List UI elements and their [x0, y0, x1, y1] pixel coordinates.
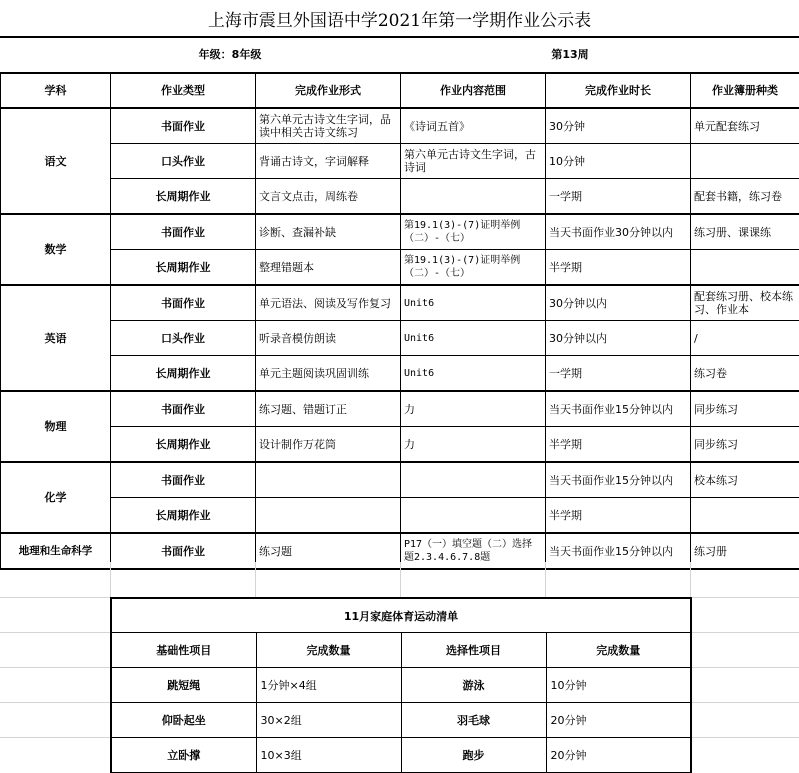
row-type: 长周期作业: [111, 356, 256, 392]
pe-row: [111, 703, 691, 738]
header-book: 作业簿册种类: [691, 73, 799, 108]
pe-row: [111, 738, 691, 773]
header-type: 作业类型: [111, 73, 256, 108]
row-scope: Unit6: [401, 356, 546, 392]
subject-chemistry: 化学: [1, 462, 111, 533]
grid-line: [255, 562, 256, 597]
row-scope: 第19.1(3)-(7)证明举例（二）-（七）: [401, 214, 546, 250]
pe-title: 11月家庭体育运动清单: [111, 598, 691, 633]
row-scope: 第六单元古诗文生字词，古诗词: [401, 144, 546, 179]
row-type: 长周期作业: [111, 427, 256, 463]
row-duration: 当天书面作业15分钟以内: [546, 462, 691, 498]
subject-english: 英语: [1, 285, 111, 391]
row-form: [256, 498, 401, 534]
row-book: 练习册: [691, 533, 799, 569]
grid-line: [110, 562, 111, 597]
header-form: 完成作业形式: [256, 73, 401, 108]
pe-optional-item: 游泳: [401, 668, 546, 703]
page-title: 上海市震旦外国语中学2021年第一学期作业公示表: [0, 0, 799, 38]
row-type: 书面作业: [111, 533, 256, 569]
table-row: [1, 285, 799, 321]
row-form: 练习题: [256, 533, 401, 569]
row-duration: 一学期: [546, 179, 691, 215]
grid-line: [0, 702, 110, 703]
grid-line: [690, 632, 799, 633]
row-scope: Unit6: [401, 285, 546, 321]
row-scope: [401, 179, 546, 215]
row-scope: 《诗词五首》: [401, 108, 546, 144]
row-type: 长周期作业: [111, 250, 256, 286]
row-duration: 当天书面作业15分钟以内: [546, 391, 691, 427]
row-duration: 当天书面作业15分钟以内: [546, 533, 691, 569]
row-duration: 一学期: [546, 356, 691, 392]
row-duration: 10分钟: [546, 144, 691, 179]
grid-line: [545, 562, 546, 597]
pe-basic-item: 立卧撑: [111, 738, 256, 773]
row-form: 第六单元古诗文生字词，品读中相关古诗文练习: [256, 108, 401, 144]
row-duration: 30分钟: [546, 108, 691, 144]
row-form: [256, 462, 401, 498]
row-duration: 30分钟以内: [546, 285, 691, 321]
row-form: 单元语法、阅读及写作复习: [256, 285, 401, 321]
header-subject: 学科: [1, 73, 111, 108]
row-form: 背诵古诗文，字词解释: [256, 144, 401, 179]
pe-header-basic-qty: 完成数量: [256, 633, 401, 668]
pe-header-optional-qty: 完成数量: [546, 633, 691, 668]
row-book: [691, 250, 799, 286]
table-row: [1, 356, 799, 392]
table-row: [1, 108, 799, 144]
row-book: /: [691, 321, 799, 356]
subject-geo-life-science: 地理和生命科学: [1, 533, 111, 569]
row-book: 同步练习: [691, 427, 799, 463]
grade-label: 年级：8年级: [198, 48, 262, 61]
row-scope: [401, 498, 546, 534]
row-type: 书面作业: [111, 214, 256, 250]
header-duration: 完成作业时长: [546, 73, 691, 108]
row-type: 书面作业: [111, 285, 256, 321]
row-duration: 半学期: [546, 427, 691, 463]
homework-table: [0, 72, 799, 570]
row-book: 校本练习: [691, 462, 799, 498]
table-row: [1, 144, 799, 179]
subject-physics: 物理: [1, 391, 111, 462]
pe-basic-item: 跳短绳: [111, 668, 256, 703]
table-row: [1, 214, 799, 250]
row-duration: 当天书面作业30分钟以内: [546, 214, 691, 250]
grid-line: [690, 737, 799, 738]
row-duration: 30分钟以内: [546, 321, 691, 356]
row-type: 口头作业: [111, 321, 256, 356]
grid-line: [0, 632, 110, 633]
week-label: 第13周: [551, 48, 589, 61]
table-row: [1, 179, 799, 215]
row-form: 听录音模仿朗读: [256, 321, 401, 356]
row-book: [691, 498, 799, 534]
row-type: 长周期作业: [111, 179, 256, 215]
row-type: 书面作业: [111, 391, 256, 427]
row-scope: [401, 462, 546, 498]
pe-basic-qty: 1分钟×4组: [256, 668, 401, 703]
row-duration: 半学期: [546, 250, 691, 286]
table-row: [1, 462, 799, 498]
row-duration: 半学期: [546, 498, 691, 534]
row-scope: Unit6: [401, 321, 546, 356]
table-row: [1, 391, 799, 427]
row-type: 书面作业: [111, 462, 256, 498]
row-scope: P17（一）填空题（二）选择题2.3.4.6.7.8题: [401, 533, 546, 569]
table-row: [1, 250, 799, 286]
pe-checklist-table: [110, 597, 692, 773]
pe-optional-qty: 10分钟: [546, 668, 691, 703]
row-form: 练习题、错题订正: [256, 391, 401, 427]
pe-optional-qty: 20分钟: [546, 738, 691, 773]
table-row: [1, 427, 799, 463]
grid-line: [0, 737, 110, 738]
table-row: [1, 321, 799, 356]
pe-title-row: [111, 598, 691, 633]
pe-header-optional: 选择性项目: [401, 633, 546, 668]
pe-header-row: [111, 633, 691, 668]
row-form: 文言文点击，周练卷: [256, 179, 401, 215]
row-form: 诊断、查漏补缺: [256, 214, 401, 250]
pe-basic-qty: 30×2组: [256, 703, 401, 738]
row-book: 同步练习: [691, 391, 799, 427]
pe-optional-item: 羽毛球: [401, 703, 546, 738]
grid-line: [690, 667, 799, 668]
row-book: 练习册、课课练: [691, 214, 799, 250]
row-scope: 第19.1(3)-(7)证明举例（二）-（七）: [401, 250, 546, 286]
pe-row: [111, 668, 691, 703]
row-book: 配套练习册、校本练习、作业本: [691, 285, 799, 321]
pe-basic-qty: 10×3组: [256, 738, 401, 773]
row-book: 单元配套练习: [691, 108, 799, 144]
row-form: 设计制作万花筒: [256, 427, 401, 463]
row-book: 配套书籍，练习卷: [691, 179, 799, 215]
row-type: 长周期作业: [111, 498, 256, 534]
row-form: 单元主题阅读巩固训练: [256, 356, 401, 392]
grid-line: [400, 562, 401, 597]
table-header-row: [1, 73, 799, 108]
pe-header-basic: 基础性项目: [111, 633, 256, 668]
row-type: 书面作业: [111, 108, 256, 144]
pe-optional-item: 跑步: [401, 738, 546, 773]
subject-math: 数学: [1, 214, 111, 285]
row-book: [691, 144, 799, 179]
header-scope: 作业内容范围: [401, 73, 546, 108]
row-scope: 力: [401, 427, 546, 463]
row-form: 整理错题本: [256, 250, 401, 286]
subject-chinese: 语文: [1, 108, 111, 214]
row-type: 口头作业: [111, 144, 256, 179]
grid-line: [690, 702, 799, 703]
table-row: [1, 498, 799, 534]
grid-line: [0, 667, 110, 668]
pe-optional-qty: 20分钟: [546, 703, 691, 738]
row-book: 练习卷: [691, 356, 799, 392]
row-scope: 力: [401, 391, 546, 427]
pe-basic-item: 仰卧起坐: [111, 703, 256, 738]
